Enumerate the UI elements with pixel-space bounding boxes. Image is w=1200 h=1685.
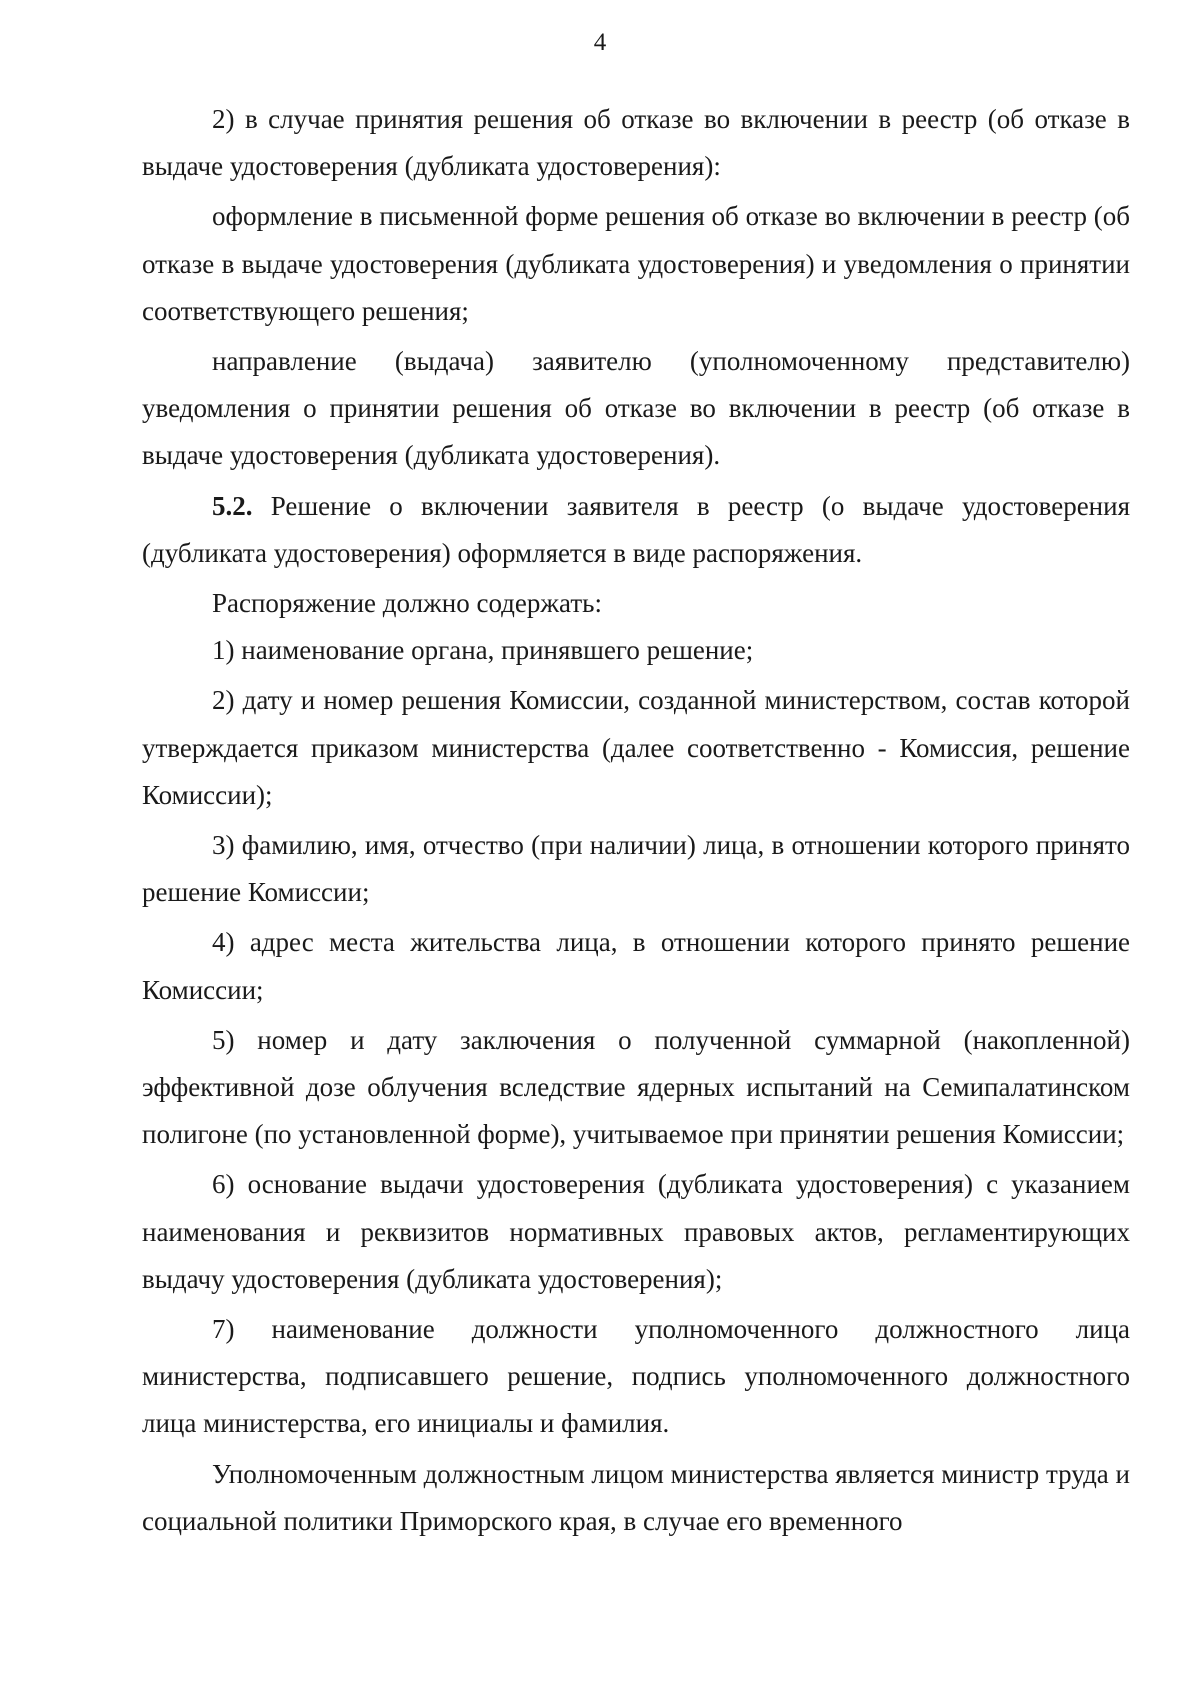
- list-item-1: 1) наименование органа, принявшего решение;: [212, 635, 754, 666]
- section-number: 5.2.: [212, 490, 253, 521]
- list-item-4: 4) адрес места жительства лица, в отношении которого принято решение Комиссии;: [142, 927, 1130, 1005]
- list-item-6: 6) основание выдачи удостоверения (дубликата удостоверения) с указанием наименования и реквизитов нормативных правовых актов, регламентирующих выдачу удостоверения (дубликата удостоверения);: [142, 1169, 1130, 1294]
- paragraph-refusal-case: 2) в случае принятия решения об отказе во включении в реестр (об отказе в выдаче удостоверения (дубликата удостоверения):: [142, 104, 1130, 182]
- document-body: [142, 96, 1130, 1545]
- list-item-2: 2) дату и номер решения Комиссии, созданной министерством, состав которой утверждается приказом министерства (далее соответственно - Комиссия, решение Комиссии);: [142, 685, 1130, 810]
- paragraph-authorized-official: Уполномоченным должностным лицом министерства является министр труда и социальной политики Приморского края, в случае его временного: [142, 1458, 1130, 1536]
- paragraph-section-5-2: [142, 483, 1130, 577]
- list-item-7: 7) наименование должности уполномоченного должностного лица министерства, подписавшего решение, подпись уполномоченного должностного лица министерства, его инициалы и фамилия.: [142, 1314, 1130, 1439]
- paragraph-refusal-notification: направление (выдача) заявителю (уполномоченному представителю) уведомления о принятии решения об отказе во включении в реестр (об отказе в выдаче удостоверения (дубликата удостоверения).: [142, 346, 1130, 471]
- paragraph-order-contents-intro: Распоряжение должно содержать:: [212, 588, 602, 619]
- list-item-5: 5) номер и дату заключения о полученной суммарной (накопленной) эффективной дозе облучения вследствие ядерных испытаний на Семипалатинском полигоне (по установленной форме), учитываемое при принятии решения Комиссии;: [142, 1024, 1130, 1150]
- paragraph-refusal-written-form: оформление в письменной форме решения об отказе во включении в реестр (об отказе в выдаче удостоверения (дубликата удостоверения) и уведомления о принятии соответствующего решения;: [142, 201, 1130, 326]
- section-5-2-text: Решение о включении заявителя в реестр (о выдаче удостоверения (дубликата удостоверения) оформляется в виде распоряжения.: [142, 490, 1130, 568]
- page-number: 4: [593, 29, 607, 56]
- list-item-3: 3) фамилию, имя, отчество (при наличии) лица, в отношении которого принято решение Комиссии;: [142, 830, 1130, 908]
